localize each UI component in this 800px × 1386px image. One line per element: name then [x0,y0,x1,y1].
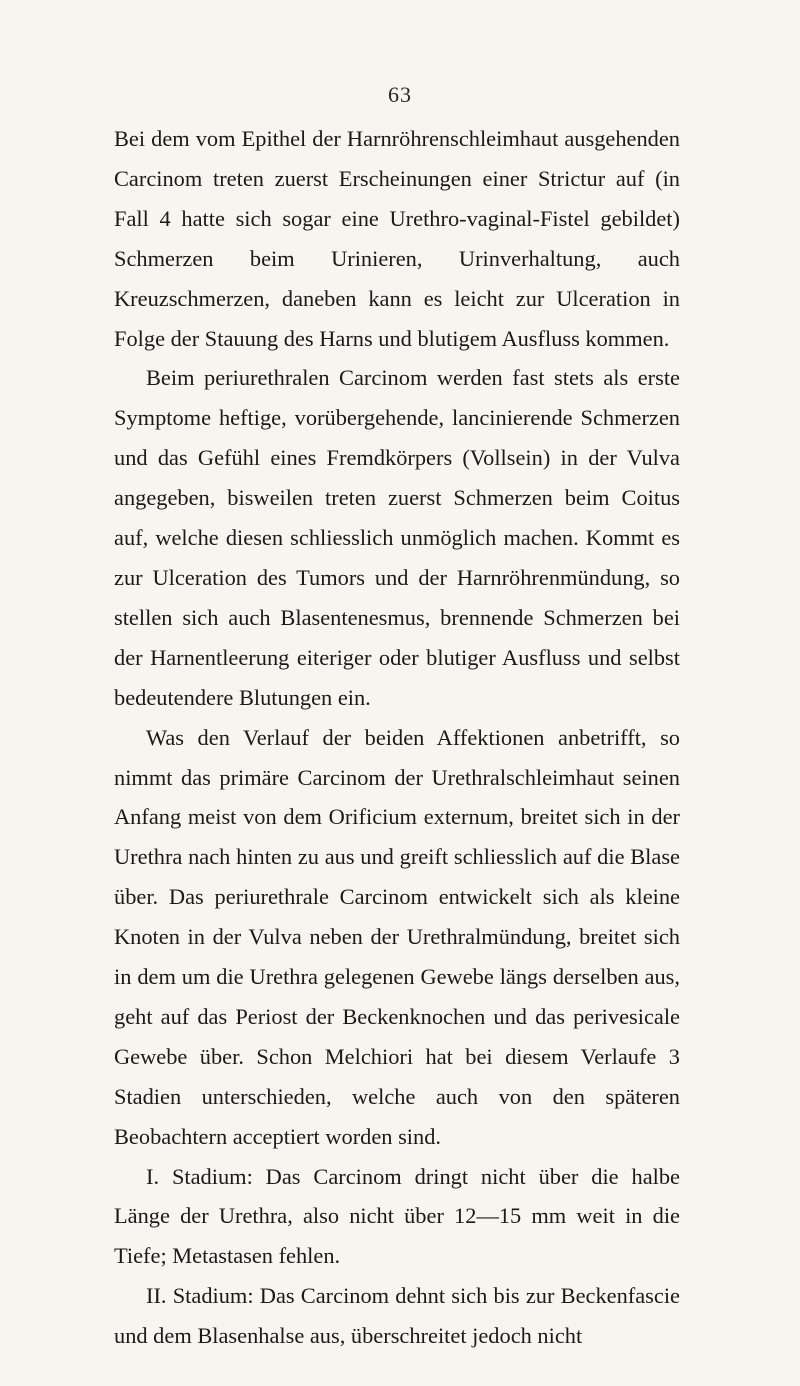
paragraph-stage-two: II. Stadium: Das Carcinom dehnt sich bis zur Beckenfascie und dem Blasenhalse aus, überschreitet jedoch nicht [114,1283,680,1349]
body-text [114,119,680,1356]
paragraph-stage-one: I. Stadium: Das Carcinom dringt nicht über die halbe Länge der Urethra, also nicht über 12—15 mm weit in die Tiefe; Metastasen fehlen. [114,1163,680,1269]
paragraph-urethral-carcinoma-symptoms: Bei dem vom Epithel der Harnröhrenschleimhaut ausgehenden Carcinom treten zuerst Erscheinungen einer Strictur auf (in Fall 4 hatte sich sogar eine Urethro-vaginal-Fistel gebildet) Schmerzen beim Urinieren, Urinverhaltung, auch Kreuzschmerzen, daneben kann es leicht zur Ulceration in Folge der Stauung des Harns und blutigem Ausfluss kommen. [114,126,680,351]
paragraph-disease-course: Was den Verlauf der beiden Affektionen anbetrifft, so nimmt das primäre Carcinom der Urethralschleimhaut seinen Anfang meist von dem Orificium externum, breitet sich in der Urethra nach hinten zu aus und greift schliesslich auf die Blase über. Das periurethrale Carcinom entwickelt sich als kleine Knoten in der Vulva neben der Urethralmündung, breitet sich in dem um die Urethra gelegenen Gewebe längs derselben aus, geht auf das Periost der Beckenknochen und das perivesicale Gewebe über. Schon Melchiori hat bei diesem Verlaufe 3 Stadien unterschieden, welche auch von den späteren Beobachtern acceptiert worden sind. [114,724,680,1149]
paragraph-periurethral-carcinoma-symptoms: Beim periurethralen Carcinom werden fast stets als erste Symptome heftige, vorübergehende, lancinierende Schmerzen und das Gefühl eines Fremdkörpers (Vollsein) in der Vulva angegeben, bisweilen treten zuerst Schmerzen beim Coitus auf, welche diesen schliesslich unmöglich machen. Kommt es zur Ulceration des Tumors und der Harnröhrenmündung, so stellen sich auch Blasentenesmus, brennende Schmerzen bei der Harnentleerung eiteriger oder blutiger Ausfluss und selbst bedeutendere Blutungen ein. [114,365,680,710]
page-number: 63 [388,82,412,107]
